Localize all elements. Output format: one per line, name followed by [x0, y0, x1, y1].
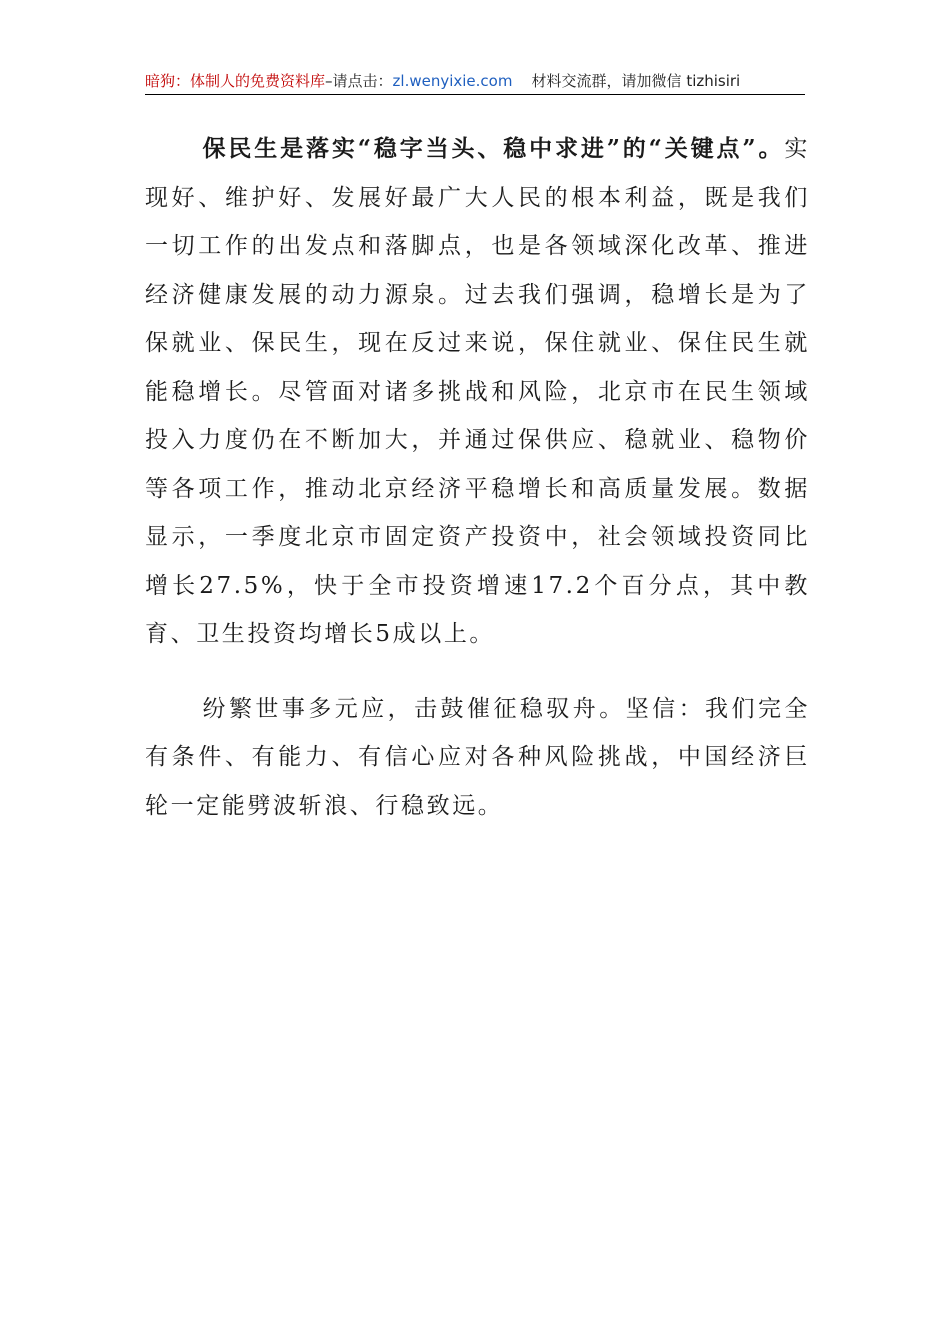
- paragraph-2: 纷繁世事多元应，击鼓催征稳驭舟。坚信：我们完全有条件、有能力、有信心应对各种风险挑战，中国经济巨轮一定能劈波斩浪、行稳致远。: [145, 695, 810, 819]
- header-brand: 暗狗：体制人的免费资料库: [145, 72, 326, 90]
- paragraph-1-lead: 保民生是落实“稳字当头、稳中求进”的“关键点”。: [202, 135, 785, 162]
- paragraph-1-text: 实现好、维护好、发展好最广大人民的根本利益，既是我们一切工作的出发点和落脚点，也是各领域深化改革、推进经济健康发展的动力源泉。过去我们强调，稳增长是为了保就业、保民生，现在反过来说，保住就业、保住民生就能稳增长。尽管面对诸多挑战和风险，北京市在民生领域投入力度仍在不断加大，并通过保供应、稳就业、稳物价等各项工作，推动北京经济平稳增长和高质量发展。数据显示，一季度北京市固定资产投资中，社会领域投资同比增长27.5%，快于全市投资增速17.2个百分点，其中教育、卫生投资均增长5成以上。: [145, 136, 810, 647]
- page-header: [145, 68, 805, 95]
- header-link[interactable]: zl.wenyixie.com: [392, 72, 513, 90]
- header-contact: 材料交流群，请加微信 tizhisiri: [531, 72, 741, 90]
- paragraph-spacer: [145, 659, 810, 685]
- document-body: [145, 125, 810, 830]
- paragraph-1: [145, 125, 810, 659]
- header-prompt: –请点击：: [325, 72, 393, 90]
